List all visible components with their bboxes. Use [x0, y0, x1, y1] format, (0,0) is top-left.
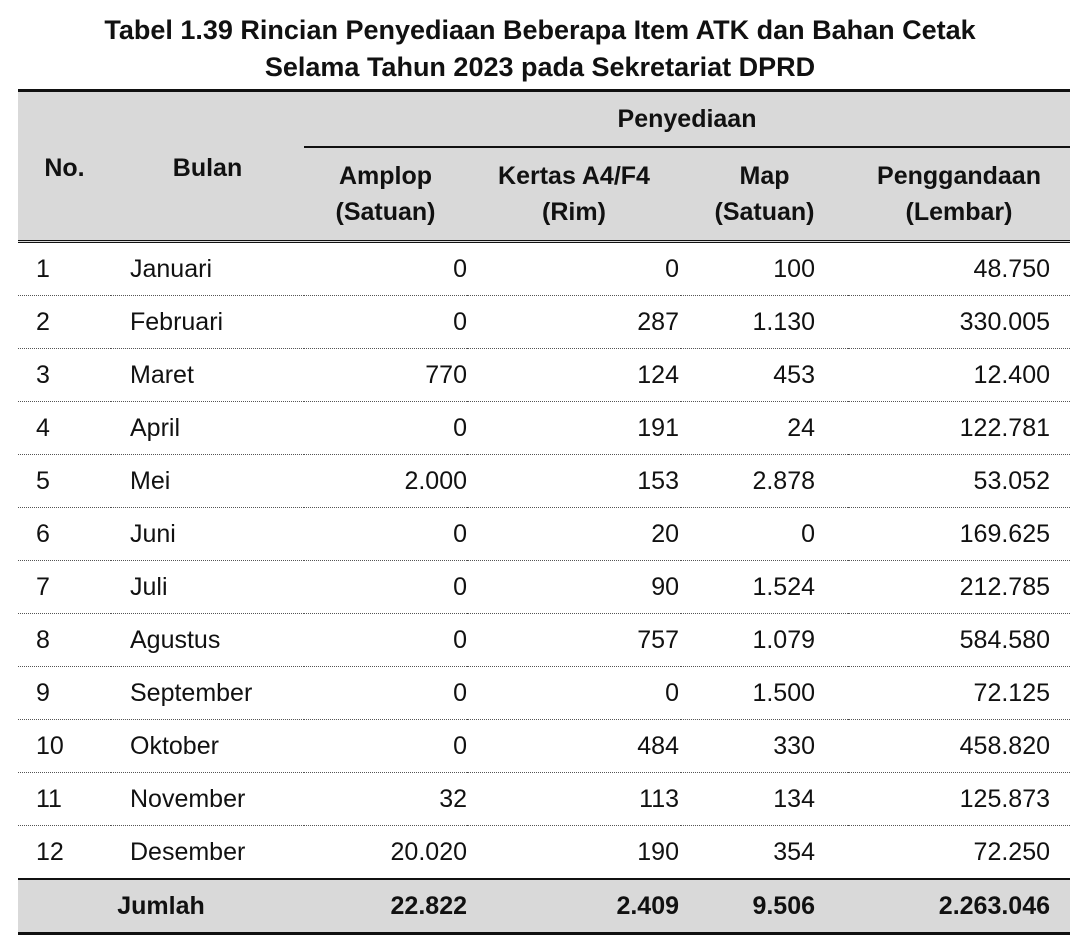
- cell-kertas: 113: [467, 773, 681, 826]
- cell-map: 100: [681, 242, 848, 296]
- cell-no: 10: [18, 720, 111, 773]
- cell-penggandaan: 72.125: [848, 667, 1070, 720]
- header-penggandaan: [848, 147, 1070, 242]
- total-amplop: 22.822: [304, 879, 467, 934]
- cell-penggandaan: 12.400: [848, 349, 1070, 402]
- cell-map: 453: [681, 349, 848, 402]
- cell-bulan: Mei: [111, 455, 304, 508]
- table-row: [18, 773, 1070, 826]
- table-title: [0, 0, 1080, 82]
- header-map-name: Map: [739, 162, 790, 190]
- cell-amplop: 0: [304, 667, 467, 720]
- table-row: [18, 349, 1070, 402]
- header-kertas-unit: (Rim): [542, 198, 606, 226]
- cell-map: 1.500: [681, 667, 848, 720]
- header-kertas: [467, 147, 681, 242]
- cell-bulan: Maret: [111, 349, 304, 402]
- cell-kertas: 124: [467, 349, 681, 402]
- total-map: 9.506: [681, 879, 848, 934]
- cell-no: 8: [18, 614, 111, 667]
- cell-no: 6: [18, 508, 111, 561]
- header-penggandaan-unit: (Lembar): [905, 198, 1013, 226]
- cell-bulan: Juli: [111, 561, 304, 614]
- header-amplop-unit: (Satuan): [335, 198, 436, 226]
- table-row: [18, 296, 1070, 349]
- cell-penggandaan: 458.820: [848, 720, 1070, 773]
- cell-kertas: 190: [467, 826, 681, 880]
- header-map-unit: (Satuan): [714, 198, 815, 226]
- header-penyediaan: Penyediaan: [304, 91, 1070, 148]
- table-row: [18, 455, 1070, 508]
- cell-penggandaan: 330.005: [848, 296, 1070, 349]
- cell-map: 1.079: [681, 614, 848, 667]
- cell-penggandaan: 53.052: [848, 455, 1070, 508]
- cell-map: 354: [681, 826, 848, 880]
- cell-amplop: 0: [304, 720, 467, 773]
- total-kertas: 2.409: [467, 879, 681, 934]
- table-row: [18, 402, 1070, 455]
- total-penggandaan: 2.263.046: [848, 879, 1070, 934]
- cell-amplop: 32: [304, 773, 467, 826]
- cell-map: 24: [681, 402, 848, 455]
- cell-bulan: Desember: [111, 826, 304, 880]
- cell-no: 9: [18, 667, 111, 720]
- cell-kertas: 191: [467, 402, 681, 455]
- cell-bulan: Oktober: [111, 720, 304, 773]
- cell-no: 2: [18, 296, 111, 349]
- cell-kertas: 484: [467, 720, 681, 773]
- cell-map: 1.524: [681, 561, 848, 614]
- cell-amplop: 0: [304, 508, 467, 561]
- cell-bulan: Januari: [111, 242, 304, 296]
- cell-penggandaan: 72.250: [848, 826, 1070, 880]
- cell-no: 5: [18, 455, 111, 508]
- cell-no: 11: [18, 773, 111, 826]
- cell-no: 12: [18, 826, 111, 880]
- header-penggandaan-name: Penggandaan: [877, 162, 1041, 190]
- table-title-line-2: Selama Tahun 2023 pada Sekretariat DPRD: [264, 52, 816, 82]
- total-label: Jumlah: [18, 879, 304, 934]
- table-row: [18, 561, 1070, 614]
- cell-bulan: September: [111, 667, 304, 720]
- header-bulan: Bulan: [111, 91, 304, 242]
- cell-bulan: November: [111, 773, 304, 826]
- cell-amplop: 770: [304, 349, 467, 402]
- cell-no: 1: [18, 242, 111, 296]
- cell-kertas: 757: [467, 614, 681, 667]
- cell-penggandaan: 48.750: [848, 242, 1070, 296]
- cell-penggandaan: 169.625: [848, 508, 1070, 561]
- cell-bulan: Juni: [111, 508, 304, 561]
- cell-no: 7: [18, 561, 111, 614]
- total-row: [18, 879, 1070, 934]
- cell-map: 134: [681, 773, 848, 826]
- table-body: [18, 242, 1070, 880]
- header-kertas-name: Kertas A4/F4: [498, 162, 650, 190]
- cell-map: 330: [681, 720, 848, 773]
- cell-kertas: 153: [467, 455, 681, 508]
- cell-amplop: 20.020: [304, 826, 467, 880]
- cell-amplop: 0: [304, 561, 467, 614]
- cell-penggandaan: 125.873: [848, 773, 1070, 826]
- cell-penggandaan: 122.781: [848, 402, 1070, 455]
- cell-amplop: 2.000: [304, 455, 467, 508]
- cell-bulan: Agustus: [111, 614, 304, 667]
- table-row: [18, 508, 1070, 561]
- table-header: [18, 91, 1070, 242]
- header-amplop: [304, 147, 467, 242]
- table-row: [18, 242, 1070, 296]
- table-footer: [18, 879, 1070, 934]
- cell-map: 1.130: [681, 296, 848, 349]
- header-no: No.: [18, 91, 111, 242]
- cell-kertas: 90: [467, 561, 681, 614]
- cell-map: 0: [681, 508, 848, 561]
- table-row: [18, 614, 1070, 667]
- cell-amplop: 0: [304, 242, 467, 296]
- table-row: [18, 826, 1070, 880]
- table-row: [18, 667, 1070, 720]
- cell-amplop: 0: [304, 296, 467, 349]
- cell-bulan: Februari: [111, 296, 304, 349]
- cell-kertas: 20: [467, 508, 681, 561]
- cell-kertas: 0: [467, 242, 681, 296]
- cell-amplop: 0: [304, 614, 467, 667]
- supply-table: [18, 89, 1070, 935]
- cell-kertas: 0: [467, 667, 681, 720]
- cell-no: 4: [18, 402, 111, 455]
- header-amplop-name: Amplop: [338, 162, 433, 190]
- cell-map: 2.878: [681, 455, 848, 508]
- header-map: [681, 147, 848, 242]
- cell-penggandaan: 212.785: [848, 561, 1070, 614]
- cell-amplop: 0: [304, 402, 467, 455]
- cell-no: 3: [18, 349, 111, 402]
- table-row: [18, 720, 1070, 773]
- table-title-line-1: Tabel 1.39 Rincian Penyediaan Beberapa Item ATK dan Bahan Cetak: [104, 15, 976, 45]
- cell-penggandaan: 584.580: [848, 614, 1070, 667]
- cell-bulan: April: [111, 402, 304, 455]
- cell-kertas: 287: [467, 296, 681, 349]
